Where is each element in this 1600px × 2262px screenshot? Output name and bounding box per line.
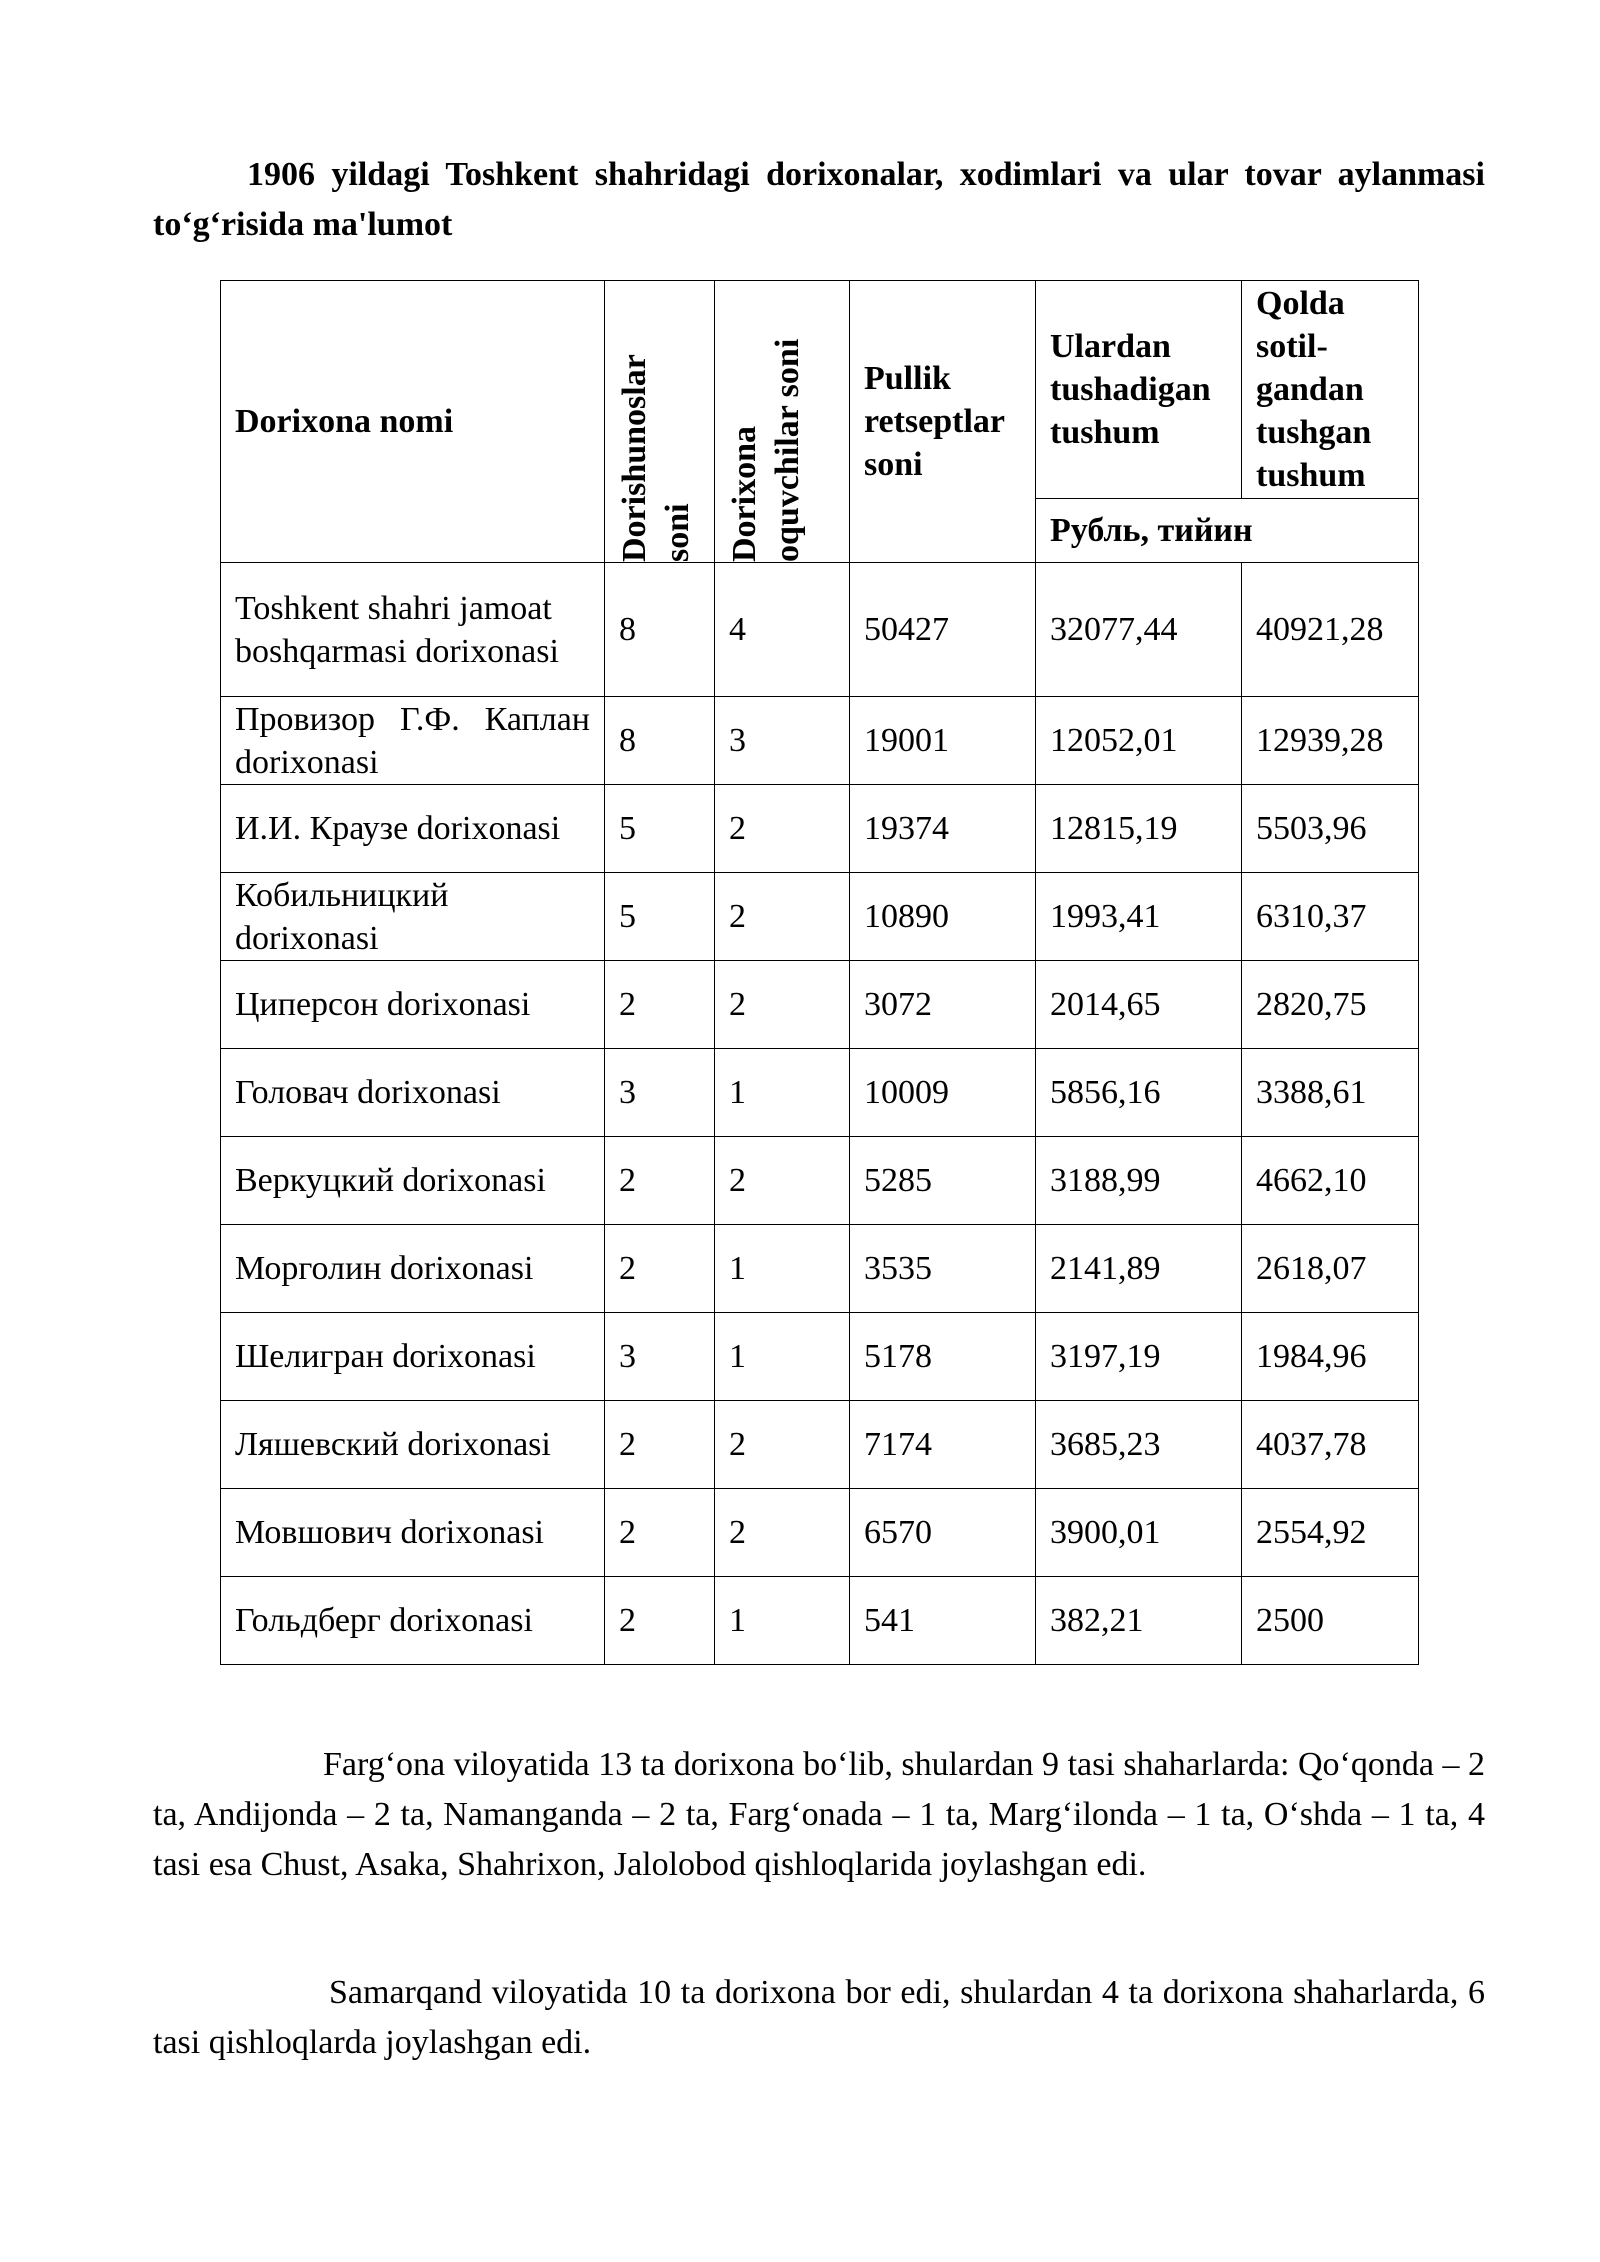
cell-sales: 2554,92 <box>1242 1489 1419 1577</box>
cell-revenue: 5856,16 <box>1036 1049 1242 1137</box>
cell-sales: 40921,28 <box>1242 563 1419 697</box>
cell-name: Гольдберг dorixonasi <box>221 1577 605 1665</box>
cell-revenue: 12815,19 <box>1036 785 1242 873</box>
table-row <box>221 961 1419 1049</box>
cell-students: 2 <box>715 961 850 1049</box>
cell-students: 2 <box>715 873 850 961</box>
cell-pharmacists: 2 <box>605 1401 715 1489</box>
cell-students: 2 <box>715 1489 850 1577</box>
header-pharmacists <box>605 281 715 563</box>
cell-name: Мовшович dorixonasi <box>221 1489 605 1577</box>
cell-sales: 6310,37 <box>1242 873 1419 961</box>
cell-sales: 2500 <box>1242 1577 1419 1665</box>
cell-revenue: 12052,01 <box>1036 697 1242 785</box>
cell-sales: 3388,61 <box>1242 1049 1419 1137</box>
cell-pharmacists: 2 <box>605 1577 715 1665</box>
cell-prescriptions: 10890 <box>850 873 1036 961</box>
cell-sales: 2820,75 <box>1242 961 1419 1049</box>
table-row <box>221 563 1419 697</box>
table-row <box>221 697 1419 785</box>
cell-revenue: 2014,65 <box>1036 961 1242 1049</box>
cell-prescriptions: 5178 <box>850 1313 1036 1401</box>
cell-students: 4 <box>715 563 850 697</box>
paragraph-samarkand: Samarqand viloyatida 10 ta dorixona bor edi, shulardan 4 ta dorixona shaharlarda, 6 tasi qishloqlarda joylashgan edi. <box>153 1974 1485 2061</box>
header-units: Рубль, тийин <box>1036 499 1419 563</box>
cell-prescriptions: 3072 <box>850 961 1036 1049</box>
cell-pharmacists: 2 <box>605 1225 715 1313</box>
cell-pharmacists: 2 <box>605 1489 715 1577</box>
cell-students: 1 <box>715 1049 850 1137</box>
cell-students: 1 <box>715 1225 850 1313</box>
cell-sales: 1984,96 <box>1242 1313 1419 1401</box>
cell-sales: 4662,10 <box>1242 1137 1419 1225</box>
cell-pharmacists: 2 <box>605 961 715 1049</box>
table-row <box>221 1225 1419 1313</box>
cell-name: Ляшевский dorixonasi <box>221 1401 605 1489</box>
cell-sales: 4037,78 <box>1242 1401 1419 1489</box>
table-row <box>221 1489 1419 1577</box>
cell-name: Веркуцкий dorixonasi <box>221 1137 605 1225</box>
cell-name: Провизор Г.Ф. Каплан dorixonasi <box>221 697 605 785</box>
cell-name: Головач dorixonasi <box>221 1049 605 1137</box>
cell-prescriptions: 5285 <box>850 1137 1036 1225</box>
cell-students: 3 <box>715 697 850 785</box>
cell-pharmacists: 8 <box>605 697 715 785</box>
table-row <box>221 873 1419 961</box>
table-row <box>221 1401 1419 1489</box>
table-body <box>221 563 1419 1665</box>
paragraph-fergana: Farg‘ona viloyatida 13 ta dorixona bo‘lib, shulardan 9 tasi shaharlarda: Qo‘qonda – 2 ta, Andijonda – 2 ta, Namanganda – 2 ta, Farg‘onada – 1 ta, Marg‘ilonda – 1 ta, O‘shda – 1 ta, 4 tasi esa Chust, Asaka, Shahrixon, Jalolobod qishloqlarida joylashgan edi. <box>153 1746 1485 1883</box>
cell-prescriptions: 6570 <box>850 1489 1036 1577</box>
header-sales: Qolda sotil-gandan tushgan tushum <box>1242 281 1419 499</box>
cell-revenue: 1993,41 <box>1036 873 1242 961</box>
cell-pharmacists: 2 <box>605 1137 715 1225</box>
cell-sales: 12939,28 <box>1242 697 1419 785</box>
cell-revenue: 2141,89 <box>1036 1225 1242 1313</box>
document-title: 1906 yildagi Toshkent shahridagi dorixonalar, xodimlari va ular tovar aylanmasi to‘g‘risida ma'lumot <box>153 156 1485 243</box>
cell-prescriptions: 10009 <box>850 1049 1036 1137</box>
cell-name: И.И. Краузе dorixonasi <box>221 785 605 873</box>
cell-sales: 2618,07 <box>1242 1225 1419 1313</box>
header-revenue: Ulardan tushadigan tushum <box>1036 281 1242 499</box>
cell-name: Морголин dorixonasi <box>221 1225 605 1313</box>
cell-name: Кобильницкий dorixonasi <box>221 873 605 961</box>
cell-name: Toshkent shahri jamoat boshqarmasi dorixonasi <box>221 563 605 697</box>
pharmacy-table <box>220 280 1419 1665</box>
header-students-label: Dorixona oquvchilar soni <box>726 338 806 562</box>
cell-students: 2 <box>715 785 850 873</box>
cell-sales: 5503,96 <box>1242 785 1419 873</box>
table-row <box>221 1137 1419 1225</box>
table-row <box>221 1313 1419 1401</box>
cell-students: 1 <box>715 1313 850 1401</box>
cell-prescriptions: 19374 <box>850 785 1036 873</box>
table-row <box>221 785 1419 873</box>
cell-pharmacists: 3 <box>605 1049 715 1137</box>
cell-prescriptions: 7174 <box>850 1401 1036 1489</box>
cell-name: Циперсон dorixonasi <box>221 961 605 1049</box>
cell-pharmacists: 3 <box>605 1313 715 1401</box>
cell-pharmacists: 5 <box>605 873 715 961</box>
header-prescriptions: Pullik retseptlar soni <box>850 281 1036 563</box>
cell-revenue: 382,21 <box>1036 1577 1242 1665</box>
cell-prescriptions: 3535 <box>850 1225 1036 1313</box>
cell-students: 2 <box>715 1137 850 1225</box>
cell-pharmacists: 5 <box>605 785 715 873</box>
cell-revenue: 3197,19 <box>1036 1313 1242 1401</box>
cell-prescriptions: 541 <box>850 1577 1036 1665</box>
cell-prescriptions: 50427 <box>850 563 1036 697</box>
cell-prescriptions: 19001 <box>850 697 1036 785</box>
cell-revenue: 3188,99 <box>1036 1137 1242 1225</box>
cell-students: 1 <box>715 1577 850 1665</box>
header-students <box>715 281 850 563</box>
cell-pharmacists: 8 <box>605 563 715 697</box>
header-pharmacists-label: Dorishunoslar soni <box>616 354 696 562</box>
cell-revenue: 3685,23 <box>1036 1401 1242 1489</box>
cell-name: Шелигран dorixonasi <box>221 1313 605 1401</box>
header-name: Dorixona nomi <box>221 281 605 563</box>
cell-revenue: 3900,01 <box>1036 1489 1242 1577</box>
cell-revenue: 32077,44 <box>1036 563 1242 697</box>
table-row <box>221 1577 1419 1665</box>
table-row <box>221 1049 1419 1137</box>
cell-students: 2 <box>715 1401 850 1489</box>
